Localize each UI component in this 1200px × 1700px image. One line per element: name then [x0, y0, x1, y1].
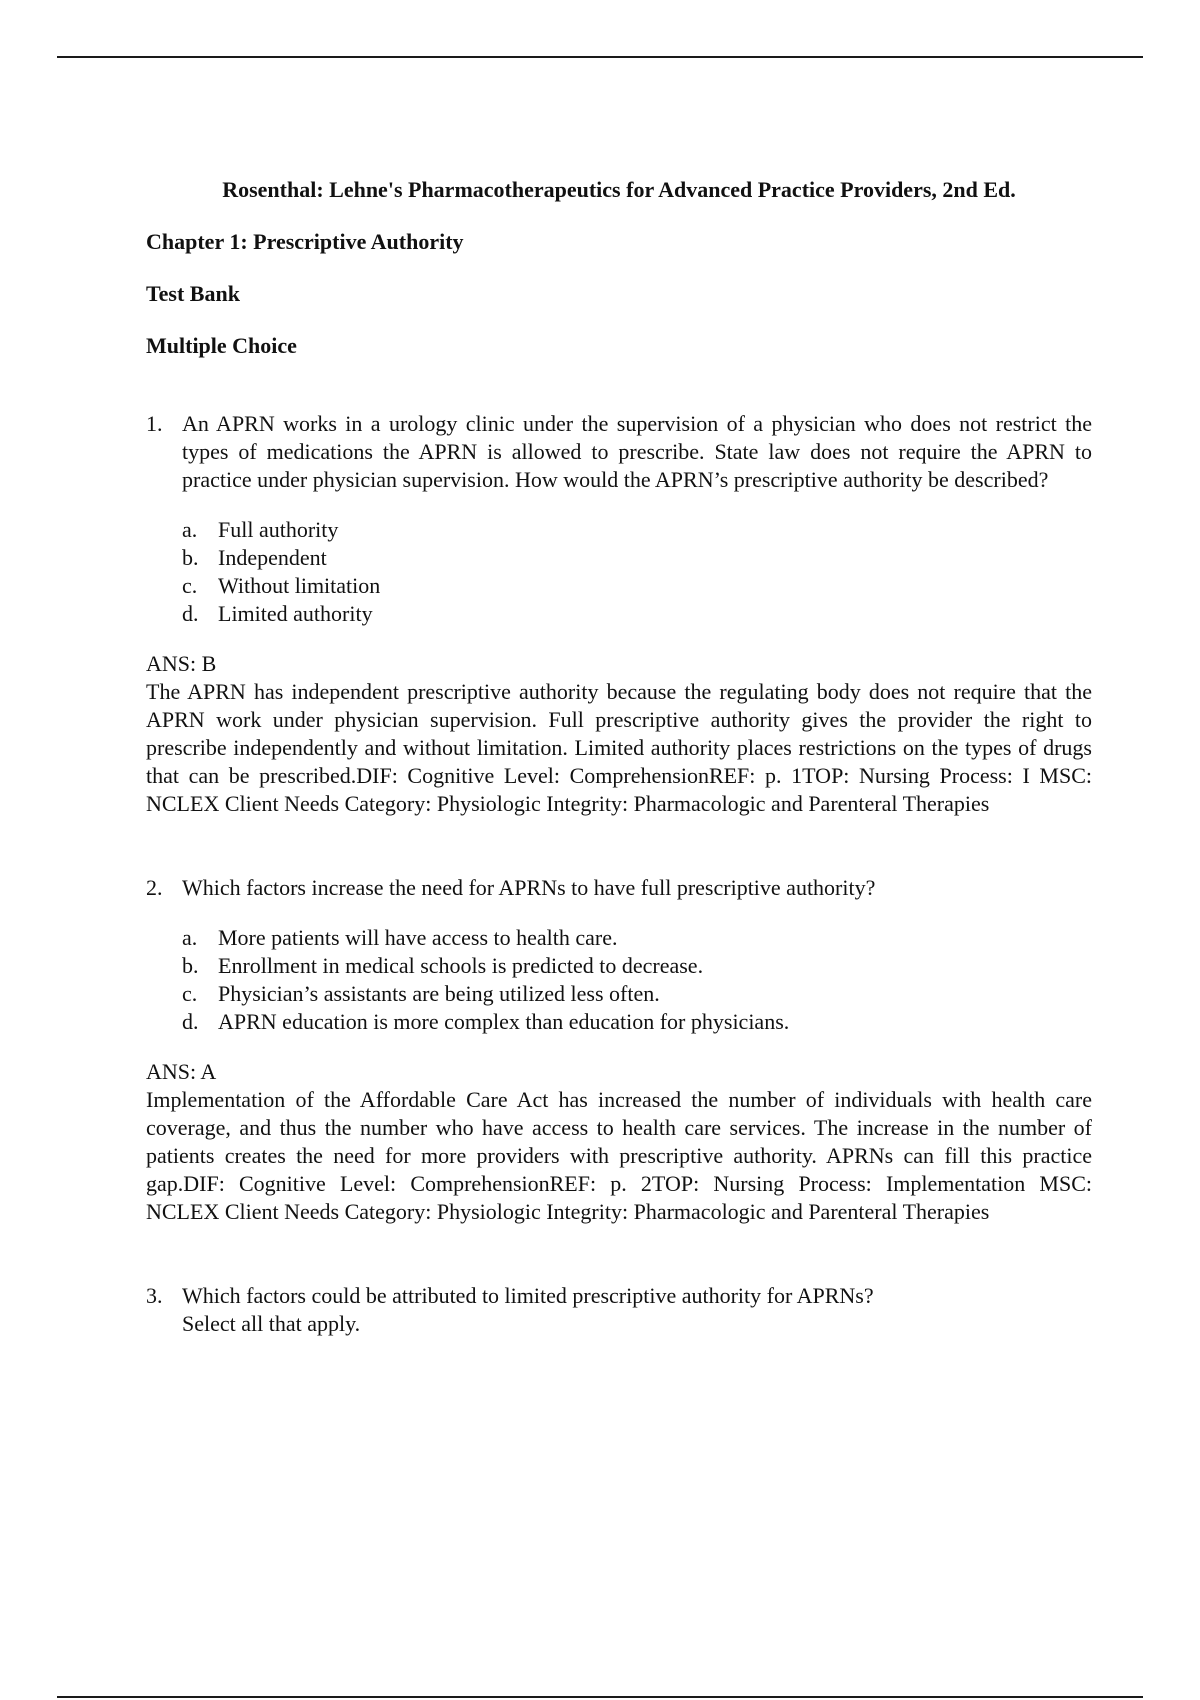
option-text: Physician’s assistants are being utilized less often.	[218, 981, 660, 1006]
footer-rule	[57, 1696, 1143, 1698]
option-text: Full authority	[218, 517, 339, 542]
chapter-heading: Chapter 1: Prescriptive Authority	[146, 229, 464, 254]
option-d	[182, 1008, 1092, 1036]
answer-rationale: The APRN has independent prescriptive authority because the regulating body does not require that the APRN work under physician supervision. Full prescriptive authority gives the provider the right to prescribe independently and without limitation. Limited authority places restrictions on the types of drugs that can be prescribed.DIF: Cognitive Level: ComprehensionREF: p. 1TOP: Nursing Process: I MSC: NCLEX Client Needs Category: Physiologic Integrity: Pharmacologic and Parenteral Therapies	[146, 679, 1092, 816]
question-number: 2.	[146, 875, 163, 900]
question-type-heading: Multiple Choice	[146, 333, 297, 358]
question-text: Which factors increase the need for APRNs to have full prescriptive authority?	[182, 875, 876, 900]
answer-key: ANS: A	[146, 1059, 217, 1084]
question-prompt: Which factors could be attributed to limited prescriptive authority for APRNs?	[182, 1283, 874, 1308]
question-stem	[146, 1282, 1092, 1338]
question-3	[146, 1282, 1092, 1338]
question-stem	[146, 874, 1092, 902]
option-a	[182, 516, 1092, 544]
option-letter: c.	[182, 573, 198, 598]
option-letter: d.	[182, 601, 199, 626]
question-text	[182, 1282, 1092, 1338]
option-letter: d.	[182, 1009, 199, 1034]
answer-options	[182, 924, 1092, 1036]
option-text: More patients will have access to health care.	[218, 925, 618, 950]
option-text: Independent	[218, 545, 327, 570]
option-text: Limited authority	[218, 601, 373, 626]
option-d	[182, 600, 1092, 628]
option-c	[182, 572, 1092, 600]
answer-rationale: Implementation of the Affordable Care Act has increased the number of individuals with health care coverage, and thus the number who have access to health care services. The increase in the number of patients creates the need for more providers with prescriptive authority. APRNs can fill this practice gap.DIF: Cognitive Level: ComprehensionREF: p. 2TOP: Nursing Process: Implementation MSC: NCLEX Client Needs Category: Physiologic Integrity: Pharmacologic and Parenteral Therapies	[146, 1087, 1092, 1224]
question-2	[146, 874, 1092, 1226]
question-text: An APRN works in a urology clinic under the supervision of a physician who does not restrict the types of medications the APRN is allowed to prescribe. State law does not require the APRN to practice under physician supervision. How would the APRN’s prescriptive authority be described?	[182, 411, 1092, 492]
answer-options	[182, 516, 1092, 628]
question-instruction: Select all that apply.	[182, 1311, 361, 1336]
header-rule	[57, 56, 1143, 58]
option-b	[182, 952, 1092, 980]
option-letter: b.	[182, 545, 199, 570]
book-title: Rosenthal: Lehne's Pharmacotherapeutics for Advanced Practice Providers, 2nd Ed.	[222, 177, 1016, 202]
option-text: Without limitation	[218, 573, 381, 598]
section-heading: Test Bank	[146, 281, 240, 306]
option-text: APRN education is more complex than education for physicians.	[218, 1009, 790, 1034]
option-a	[182, 924, 1092, 952]
question-1	[146, 410, 1092, 818]
option-letter: a.	[182, 517, 198, 542]
option-c	[182, 980, 1092, 1008]
option-letter: a.	[182, 925, 198, 950]
option-letter: c.	[182, 981, 198, 1006]
option-letter: b.	[182, 953, 199, 978]
option-b	[182, 544, 1092, 572]
document-body	[146, 176, 1092, 1338]
option-text: Enrollment in medical schools is predicted to decrease.	[218, 953, 704, 978]
question-stem	[146, 410, 1092, 494]
question-number: 1.	[146, 411, 163, 436]
answer-key: ANS: B	[146, 651, 217, 676]
question-number: 3.	[146, 1283, 163, 1308]
